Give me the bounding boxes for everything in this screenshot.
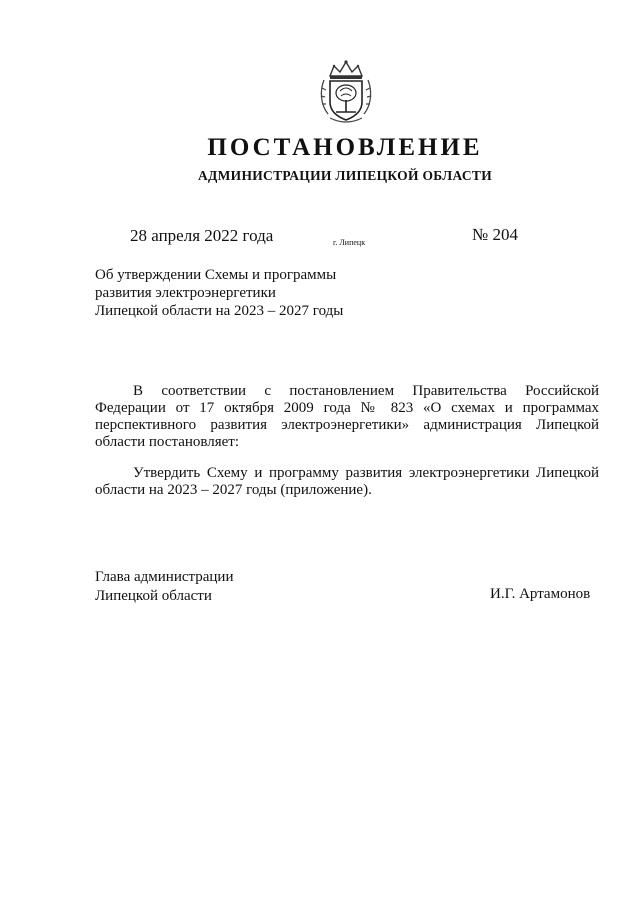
body-paragraph-2: Утвердить Схему и программу развития электроэнергетики Липецкой области на 2023 – 2027 годы (приложение). xyxy=(95,465,599,498)
subject-line: Об утверждении Схемы и программы xyxy=(95,267,337,283)
document-city: г. Липецк xyxy=(333,238,366,247)
signature-position-line: Липецкой области xyxy=(95,588,212,604)
signature-position-line: Глава администрации xyxy=(95,569,234,585)
document-number: № 204 xyxy=(472,225,518,244)
document-issuer: АДМИНИСТРАЦИИ ЛИПЕЦКОЙ ОБЛАСТИ xyxy=(197,168,493,183)
body-paragraph-1: В соответствии с постановлением Правительства Российской Федерации от 17 октября 2009 года № 823 «О схемах и программах перспективного развития электроэнергетики» администрация Липецкой области постановляет: xyxy=(95,383,599,450)
subject-line: Липецкой области на 2023 – 2027 годы xyxy=(95,303,344,319)
coat-of-arms-icon xyxy=(316,58,376,124)
signature-position xyxy=(95,568,233,606)
document-title: ПОСТАНОВЛЕНИЕ xyxy=(207,134,483,161)
signature-name: И.Г. Артамонов xyxy=(490,586,591,602)
subject-line: развития электроэнергетики xyxy=(95,285,276,301)
document-date: 28 апреля 2022 года xyxy=(130,226,274,245)
document-subject xyxy=(95,266,343,320)
